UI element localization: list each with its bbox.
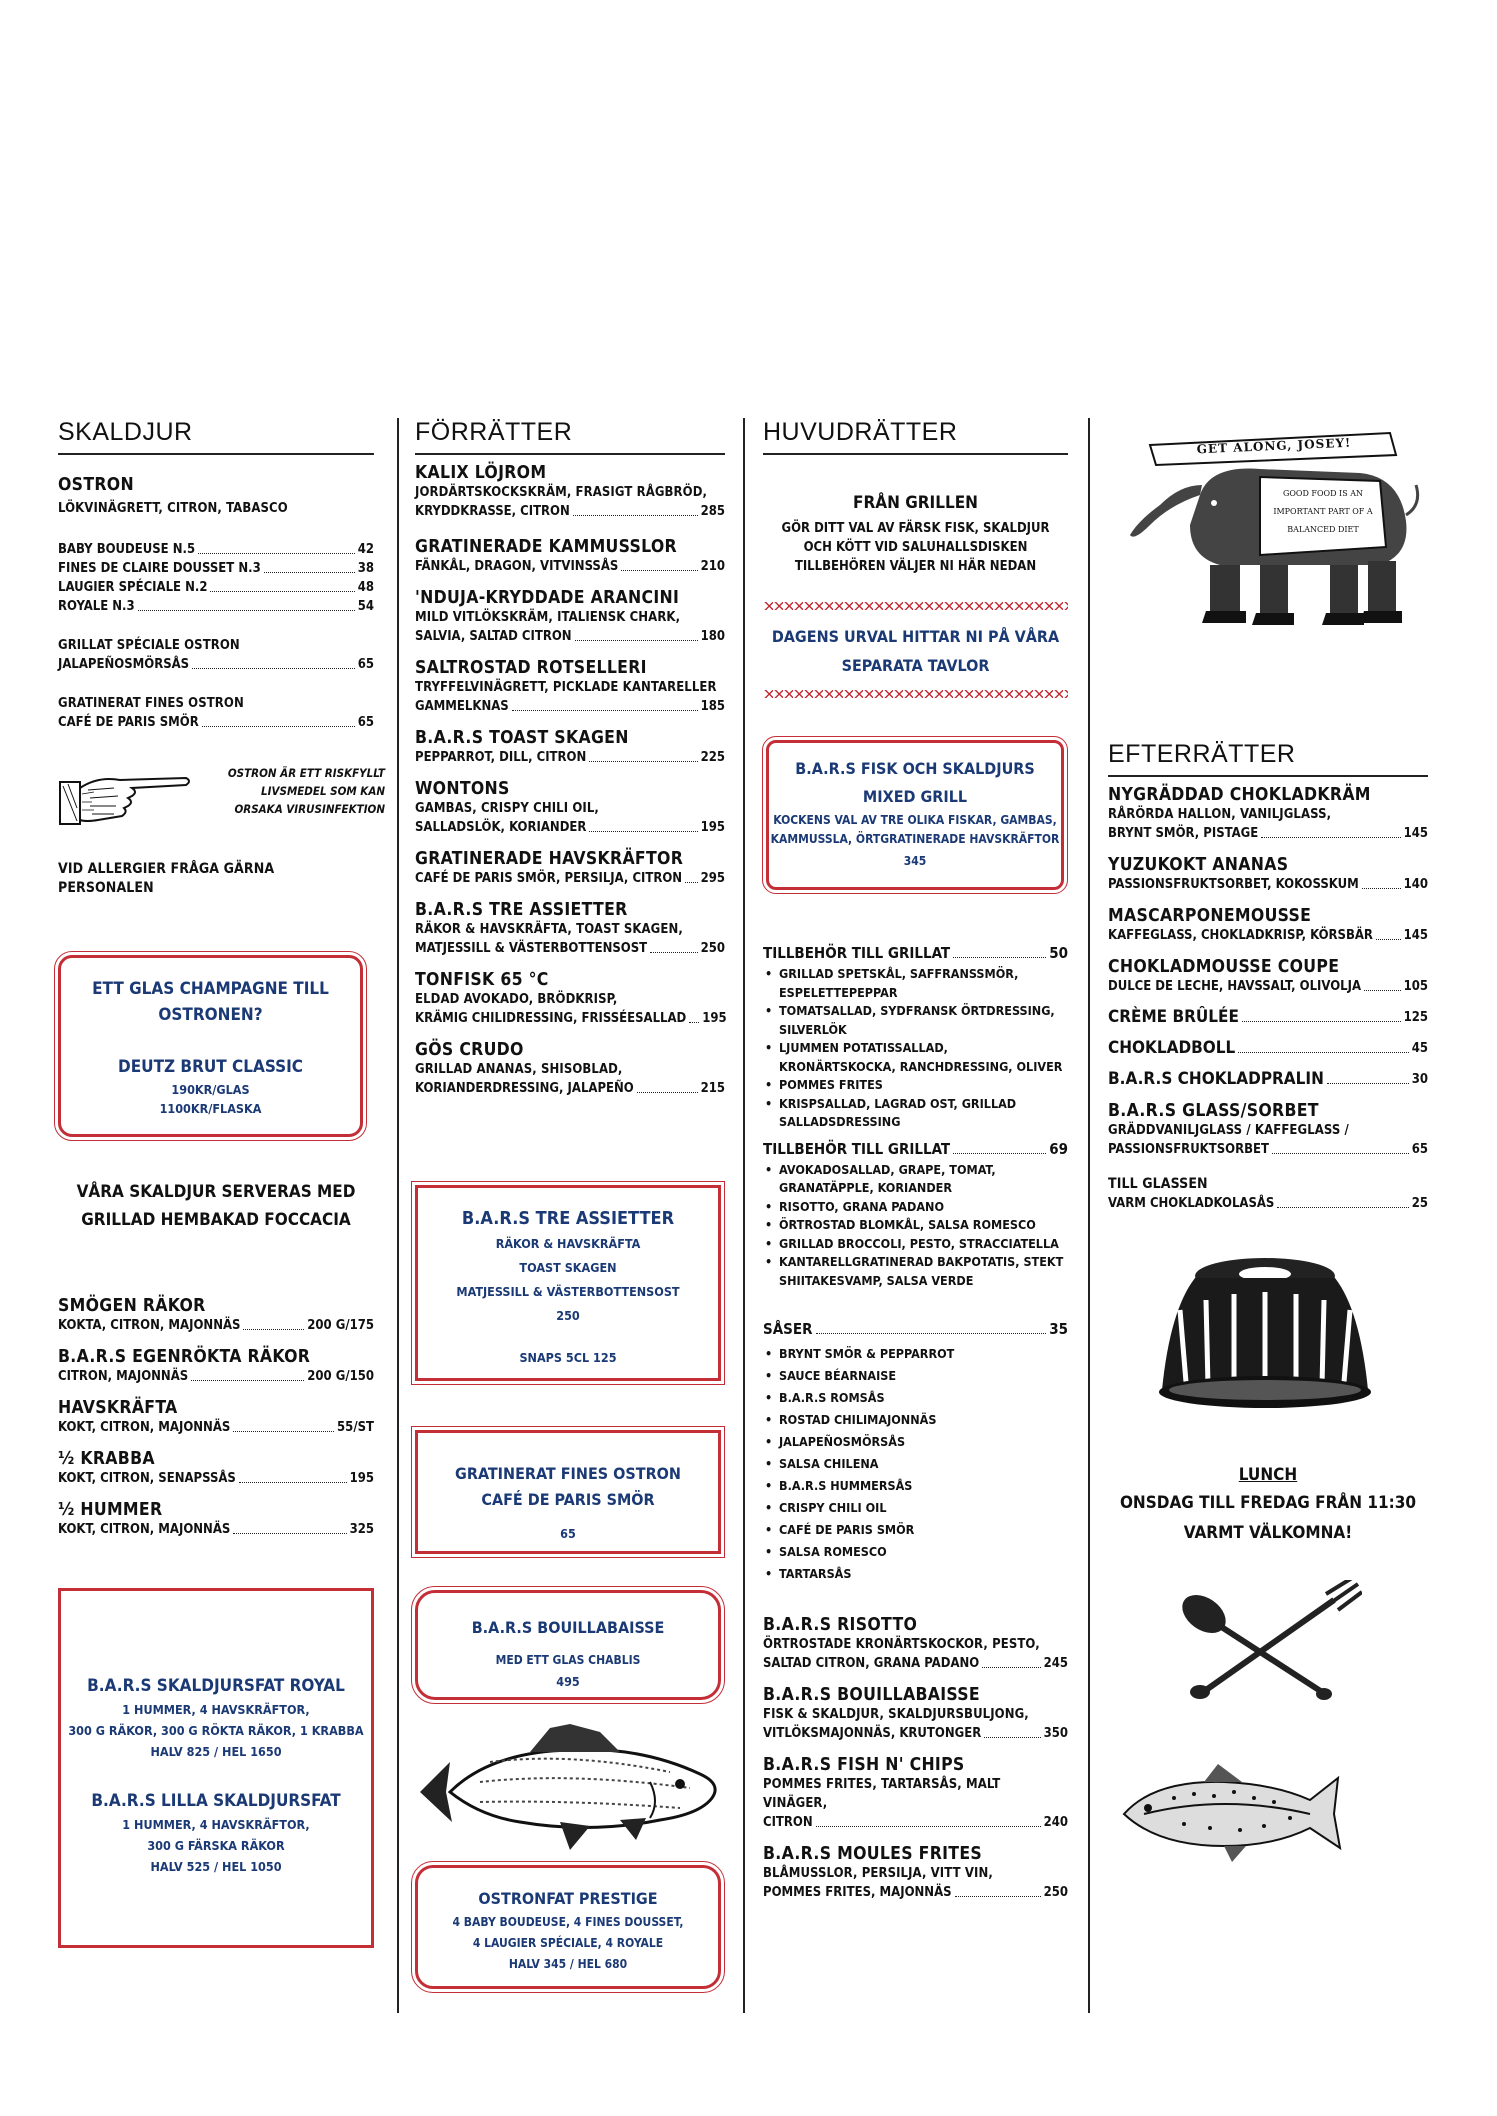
sauces-heading: SÅSER 35	[763, 1320, 1068, 1338]
zigzag-divider	[763, 602, 1068, 610]
sides-heading: TILLBEHÖR TILL GRILLAT 50	[763, 944, 1068, 962]
starter-item: 'NDUJA-KRYDDADE ARANCINI MILD VITLÖKSKRÄM, ITALIENSK CHARK, SALVIA, SALTAD CITRON 180	[415, 588, 725, 644]
list-item: • ROSTAD CHILIMAJONNÄS	[763, 1409, 1068, 1431]
section-forratter	[415, 418, 725, 1098]
sides-block	[763, 944, 1068, 1902]
champagne-box: ETT GLAS CHAMPAGNE TILL OSTRONEN? DEUTZ BRUT CLASSIC 190KR/GLAS 1100KR/FLASKA	[58, 955, 363, 1137]
main-item: B.A.R.S BOUILLABAISSE FISK & SKALDJUR, SKALDJURSBULJONG, VITLÖKSMAJONNÄS, KRUTONGER 350	[763, 1685, 1068, 1741]
divider-2	[743, 418, 745, 2013]
dessert-item: CHOKLADBOLL 45	[1108, 1038, 1428, 1058]
sides-list	[763, 1161, 1068, 1291]
starter-item: GÖS CRUDO GRILLAD ANANAS, SHISOBLAD, KORIANDERDRESSING, JALAPEÑO 215	[415, 1040, 725, 1096]
ostronfat-prestige-box: OSTRONFAT PRESTIGE 4 BABY BOUDEUSE, 4 FINES DOUSSET, 4 LAUGIER SPÉCIALE, 4 ROYALE HALV 345 / HEL 680	[415, 1865, 721, 1989]
main-item: B.A.R.S RISOTTO ÖRTROSTADE KRONÄRTSKOCKOR, PESTO, SALTAD CITRON, GRANA PADANO 245	[763, 1615, 1068, 1671]
main-list	[763, 1615, 1068, 1902]
foccacia-note: VÅRA SKALDJUR SERVERAS MED GRILLAD HEMBAKAD FOCCACIA	[76, 1182, 356, 1230]
dessert-item: B.A.R.S CHOKLADPRALIN 30	[1108, 1069, 1428, 1089]
section-huvudratter	[763, 418, 1068, 698]
list-item: • KANTARELLGRATINERAD BAKPOTATIS, STEKT SHIITAKESVAMP, SALSA VERDE	[763, 1253, 1068, 1290]
starter-item: GRATINERADE KAMMUSSLOR FÄNKÅL, DRAGON, VITVINSSÅS 210	[415, 537, 725, 574]
allergy-note: VID ALLERGIER FRÅGA GÄRNA PERSONALEN	[58, 861, 275, 896]
zigzag-divider	[763, 690, 1068, 698]
divider-1	[397, 418, 399, 2013]
shellfish-item: HAVSKRÄFTA KOKT, CITRON, MAJONNÄS 55/ST	[58, 1398, 374, 1435]
elephant-banner-text: GET ALONG, JOSEY!	[1196, 435, 1352, 457]
warning-text: OSTRON ÄR ETT RISKFYLLT LIVSMEDEL SOM KAN ORSAKA VIRUSINFEKTION	[227, 766, 385, 816]
fish-illustration-icon	[410, 1722, 730, 1862]
sauces-list	[763, 1343, 1068, 1585]
lunch-block: LUNCH ONSDAG TILL FREDAG FRÅN 11:30 VARMT VÄLKOMNA!	[1108, 1462, 1428, 1548]
dessert-item: CRÈME BRÛLÉE 125	[1108, 1007, 1428, 1027]
list-item: • RISOTTO, GRANA PADANO	[763, 1198, 1068, 1217]
list-item: • GRILLAD BROCCOLI, PESTO, STRACCIATELLA	[763, 1235, 1068, 1254]
oyster-row: ROYALE N.3 54	[58, 599, 374, 614]
dessert-item: YUZUKOKT ANANAS PASSIONSFRUKTSORBET, KOKOSSKUM 140	[1108, 855, 1428, 892]
shellfish-list	[58, 1296, 374, 1539]
section-title: HUVUDRÄTTER	[763, 418, 1068, 455]
dessert-item: TILL GLASSEN VARM CHOKLADKOLASÅS 25	[1108, 1176, 1428, 1211]
shellfish-item: ½ HUMMER KOKT, CITRON, MAJONNÄS 325	[58, 1500, 374, 1537]
list-item: • B.A.R.S HUMMERSÅS	[763, 1475, 1068, 1497]
spoon-fork-icon	[1162, 1580, 1362, 1710]
mixed-grill-box: B.A.R.S FISK OCH SKALDJURS MIXED GRILL KOCKENS VAL AV TRE OLIKA FISKAR, GAMBAS, KAMMUSSLA, ÖRTGRATINERADE HAVSKRÄFTOR 345	[766, 740, 1064, 890]
starter-item: WONTONS GAMBAS, CRISPY CHILI OIL, SALLADSLÖK, KORIANDER 195	[415, 779, 725, 835]
trout-illustration-icon	[1114, 1758, 1344, 1868]
list-item: • GRILLAD SPETSKÅL, SAFFRANSSMÖR, ESPELETTEPEPPAR	[763, 965, 1068, 1002]
ostron-block	[58, 475, 374, 518]
pointing-hand-icon	[58, 766, 193, 828]
bouillabaisse-box: B.A.R.S BOUILLABAISSE MED ETT GLAS CHABLIS 495	[415, 1590, 721, 1700]
section-title: SKALDJUR	[58, 418, 374, 455]
shellfish-item: B.A.R.S EGENRÖKTA RÄKOR CITRON, MAJONNÄS 200 G/150	[58, 1347, 374, 1384]
list-item: • KRISPSALLAD, LAGRAD OST, GRILLAD SALLADSDRESSING	[763, 1095, 1068, 1132]
starter-item: KALIX LÖJROM JORDÄRTSKOCKSKRÄM, FRASIGT RÅGBRÖD, KRYDDKRASSE, CITRON 285	[415, 463, 725, 519]
list-item: • TARTARSÅS	[763, 1563, 1068, 1585]
gratinerat-ostron: GRATINERAT FINES OSTRON CAFÉ DE PARIS SMÖR 65	[58, 696, 374, 730]
starter-item: SALTROSTAD ROTSELLERI TRYFFELVINÄGRETT, PICKLADE KANTARELLER GAMMELKNAS 185	[415, 658, 725, 714]
skaldjursfat-box: B.A.R.S SKALDJURSFAT ROYAL 1 HUMMER, 4 HAVSKRÄFTOR, 300 G RÄKOR, 300 G RÖKTA RÄKOR, 1 KRABBA HALV 825 / HEL 1650 B.A.R.S LILLA SKALDJURSFAT 1 HUMMER, 4 HAVSKRÄFTOR, 300 G FÄRSKA RÄKOR HALV 525 / HEL 1050	[58, 1588, 374, 1948]
dagens-block: DAGENS URVAL HITTAR NI PÅ VÅRA SEPARATA TAVLOR	[771, 627, 1060, 675]
divider-3	[1088, 418, 1090, 2013]
starter-item: TONFISK 65 °C ELDAD AVOKADO, BRÖDKRISP, KRÄMIG CHILIDRESSING, FRISSÉESALLAD 195	[415, 970, 727, 1026]
dessert-item: B.A.R.S GLASS/SORBET GRÄDDVANILJGLASS / KAFFEGLASS / PASSIONSFRUKTSORBET 65	[1108, 1101, 1428, 1157]
shellfish-item: ½ KRABBA KOKT, CITRON, SENAPSSÅS 195	[58, 1449, 374, 1486]
starter-list	[415, 463, 725, 1098]
oyster-row: FINES DE CLAIRE DOUSSET N.3 38	[58, 561, 374, 576]
bundt-cake-icon	[1150, 1250, 1380, 1420]
oyster-row: BABY BOUDEUSE N.5 42	[58, 542, 374, 557]
section-skaldjur	[58, 418, 385, 898]
elephant-blanket-text: GOOD FOOD IS AN IMPORTANT PART OF A BALANCED DIET	[1273, 489, 1373, 534]
oyster-row: LAUGIER SPÉCIALE N.2 48	[58, 580, 374, 595]
fines-ostron-box: GRATINERAT FINES OSTRON CAFÉ DE PARIS SMÖR 65	[415, 1430, 721, 1554]
list-item: • SAUCE BÉARNAISE	[763, 1365, 1068, 1387]
dessert-item: NYGRÄDDAD CHOKLADKRÄM RÅRÖRDA HALLON, VANILJGLASS, BRYNT SMÖR, PISTAGE 145	[1108, 785, 1428, 841]
sides-list	[763, 965, 1068, 1132]
dessert-item: CHOKLADMOUSSE COUPE DULCE DE LECHE, HAVSSALT, OLIVOLJA 105	[1108, 957, 1428, 994]
list-item: • TOMATSALLAD, SYDFRANSK ÖRTDRESSING, SILVERLÖK	[763, 1002, 1068, 1039]
list-item: • SALSA ROMESCO	[763, 1541, 1068, 1563]
item-desc: LÖKVINÄGRETT, CITRON, TABASCO	[58, 501, 288, 516]
lunch-title: LUNCH	[1238, 1465, 1298, 1485]
main-item: B.A.R.S FISH N' CHIPS POMMES FRITES, TARTARSÅS, MALT VINÄGER, CITRON 240	[763, 1755, 1068, 1830]
list-item: • LJUMMEN POTATISSALLAD, KRONÄRTSKOCKA, RANCHDRESSING, OLIVER	[763, 1039, 1068, 1076]
starter-item: B.A.R.S TRE ASSIETTER RÄKOR & HAVSKRÄFTA, TOAST SKAGEN, MATJESSILL & VÄSTERBOTTENSOST 250	[415, 900, 725, 956]
sides-heading: TILLBEHÖR TILL GRILLAT 69	[763, 1139, 1068, 1158]
oyster-list	[58, 540, 374, 616]
starter-item: B.A.R.S TOAST SKAGEN PEPPARROT, DILL, CITRON 225	[415, 728, 725, 765]
dessert-item: MASCARPONEMOUSSE KAFFEGLASS, CHOKLADKRISP, KÖRSBÄR 145	[1108, 906, 1428, 943]
list-item: • POMMES FRITES	[763, 1076, 1068, 1095]
grillat-ostron: GRILLAT SPÉCIALE OSTRON JALAPEÑOSMÖRSÅS 65	[58, 638, 374, 672]
elephant-illustration	[1110, 425, 1430, 635]
list-item: • CRISPY CHILI OIL	[763, 1497, 1068, 1519]
list-item: • BRYNT SMÖR & PEPPARROT	[763, 1343, 1068, 1365]
list-item: • ÖRTROSTAD BLOMKÅL, SALSA ROMESCO	[763, 1216, 1068, 1235]
dessert-list	[1108, 785, 1428, 1213]
list-item: • CAFÉ DE PARIS SMÖR	[763, 1519, 1068, 1541]
tre-assietter-box: B.A.R.S TRE ASSIETTER RÄKOR & HAVSKRÄFTA TOAST SKAGEN MATJESSILL & VÄSTERBOTTENSOST 250 SNAPS 5CL 125	[415, 1185, 721, 1381]
section-title: EFTERRÄTTER	[1108, 740, 1428, 777]
shellfish-item: SMÖGEN RÄKOR KOKTA, CITRON, MAJONNÄS 200 G/175	[58, 1296, 374, 1333]
list-item: • JALAPEÑOSMÖRSÅS	[763, 1431, 1068, 1453]
item-name: OSTRON	[58, 475, 134, 495]
list-item: • AVOKADOSALLAD, GRAPE, TOMAT, GRANATÄPPLE, KORIANDER	[763, 1161, 1068, 1198]
section-title: FÖRRÄTTER	[415, 418, 725, 455]
starter-item: GRATINERADE HAVSKRÄFTOR CAFÉ DE PARIS SMÖR, PERSILJA, CITRON 295	[415, 849, 725, 886]
list-item: • B.A.R.S ROMSÅS	[763, 1387, 1068, 1409]
section-efterratter	[1108, 740, 1428, 1213]
list-item: • SALSA CHILENA	[763, 1453, 1068, 1475]
main-item: B.A.R.S MOULES FRITES BLÅMUSSLOR, PERSILJA, VITT VIN, POMMES FRITES, MAJONNÄS 250	[763, 1844, 1068, 1900]
from-grill-block: FRÅN GRILLEN GÖR DITT VAL AV FÄRSK FISK, SKALDJUR OCH KÖTT VID SALUHALLSDISKEN TILLBEHÖREN VÄLJER NI HÄR NEDAN	[781, 493, 1050, 574]
warning-block	[58, 766, 385, 828]
